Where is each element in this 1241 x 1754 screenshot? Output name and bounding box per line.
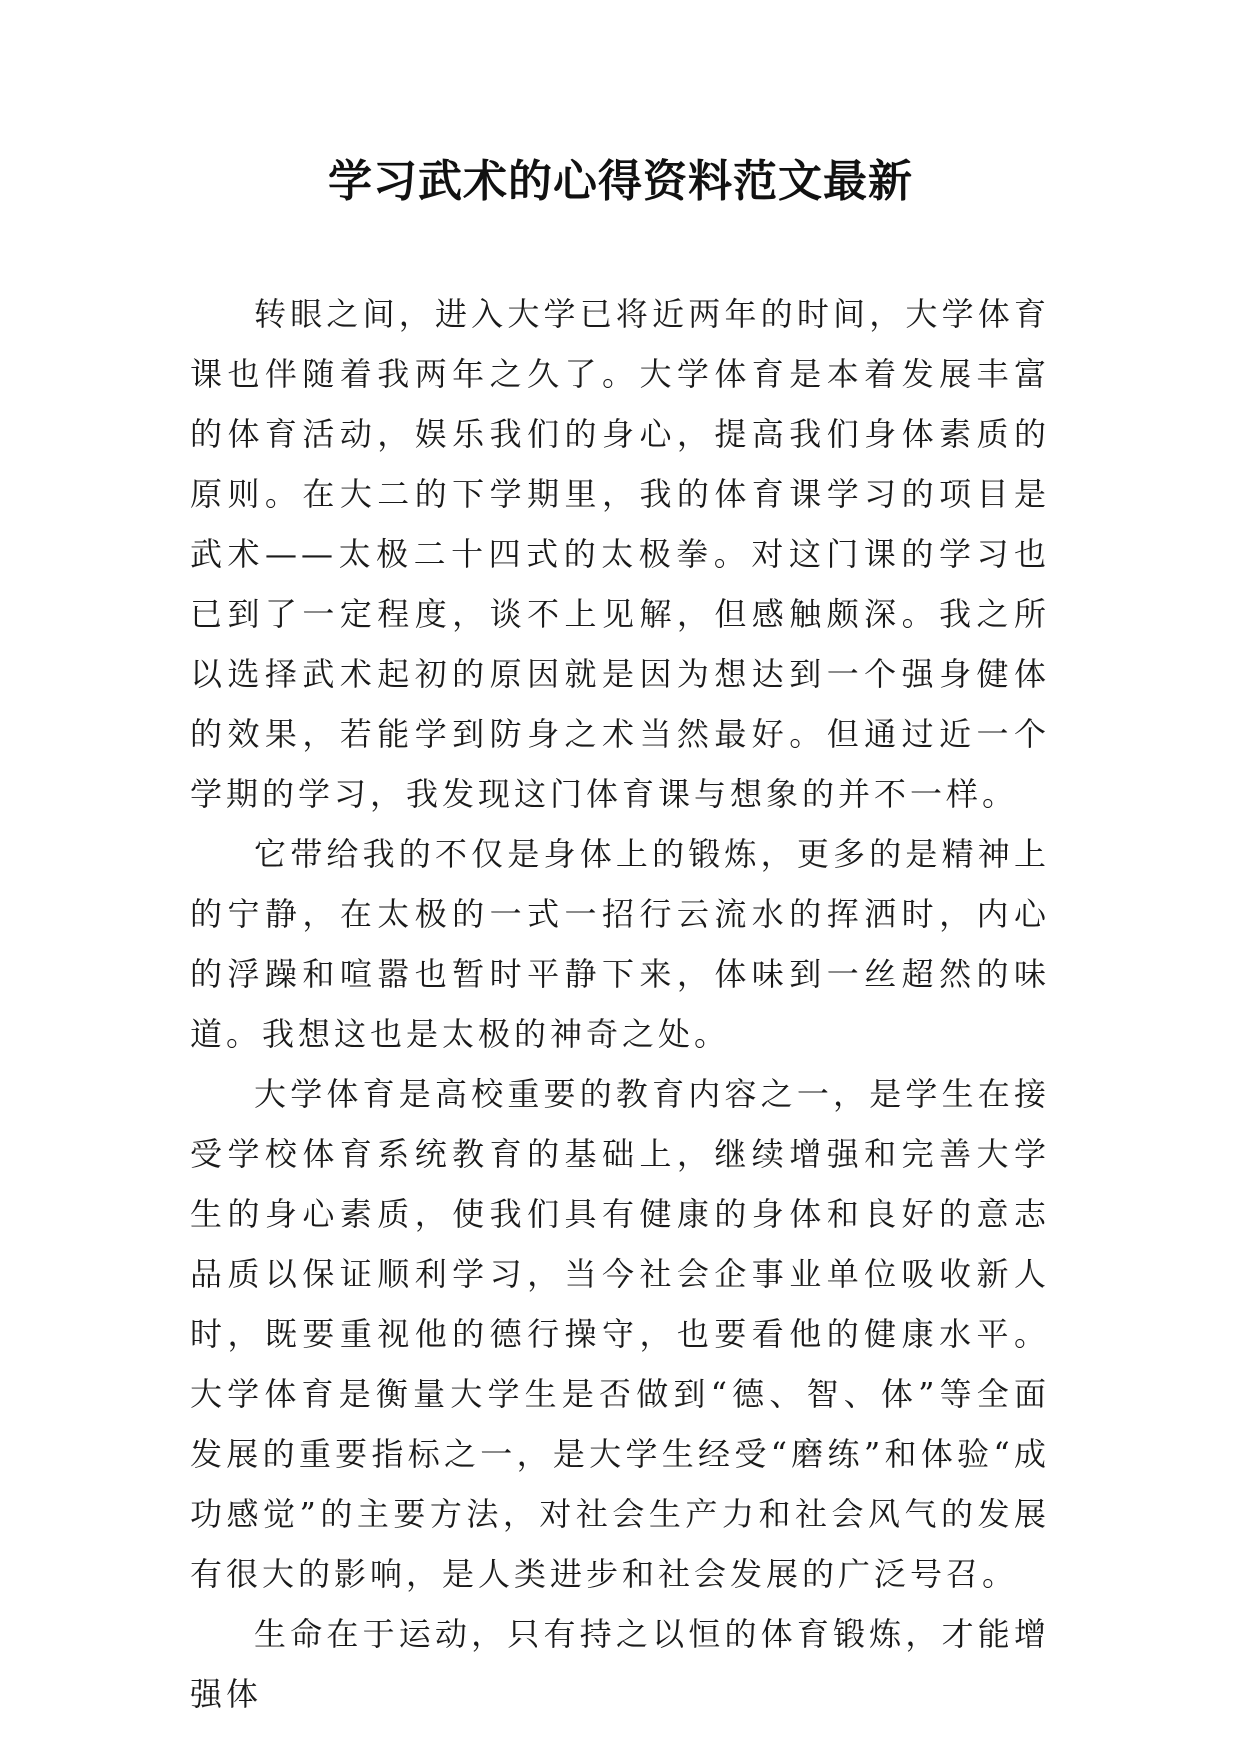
paragraph-3: 大学体育是高校重要的教育内容之一，是学生在接受学校体育系统教育的基础上，继续增强和完善大学生的身心素质，使我们具有健康的身体和良好的意志品质以保证顺利学习，当今社会企事业单位吸收新人时，既要重视他的德行操守，也要看他的健康水平。大学体育是衡量大学生是否做到“德、智、体”等全面发展的重要指标之一，是大学生经受“磨练”和体验“成功感觉”的主要方法，对社会生产力和社会风气的发展有很大的影响，是人类进步和社会发展的广泛号召。 bbox=[190, 1075, 1050, 1593]
paragraph-4: 生命在于运动，只有持之以恒的体育锻炼，才能增强体 bbox=[190, 1615, 1050, 1713]
paragraph-2: 它带给我的不仅是身体上的锻炼，更多的是精神上的宁静，在太极的一式一招行云流水的挥洒时，内心的浮躁和喧嚣也暂时平静下来，体味到一丝超然的味道。我想这也是太极的神奇之处。 bbox=[190, 835, 1050, 1053]
document-body bbox=[190, 284, 1050, 1724]
paragraph-1: 转眼之间，进入大学已将近两年的时间，大学体育课也伴随着我两年之久了。大学体育是本着发展丰富的体育活动，娱乐我们的身心，提高我们身体素质的原则。在大二的下学期里，我的体育课学习的项目是武术——太极二十四式的太极拳。对这门课的学习也已到了一定程度，谈不上见解，但感触颇深。我之所以选择武术起初的原因就是因为想达到一个强身健体的效果，若能学到防身之术当然最好。但通过近一个学期的学习，我发现这门体育课与想象的并不一样。 bbox=[190, 295, 1050, 813]
page-title: 学习武术的心得资料范文最新 bbox=[328, 156, 913, 207]
